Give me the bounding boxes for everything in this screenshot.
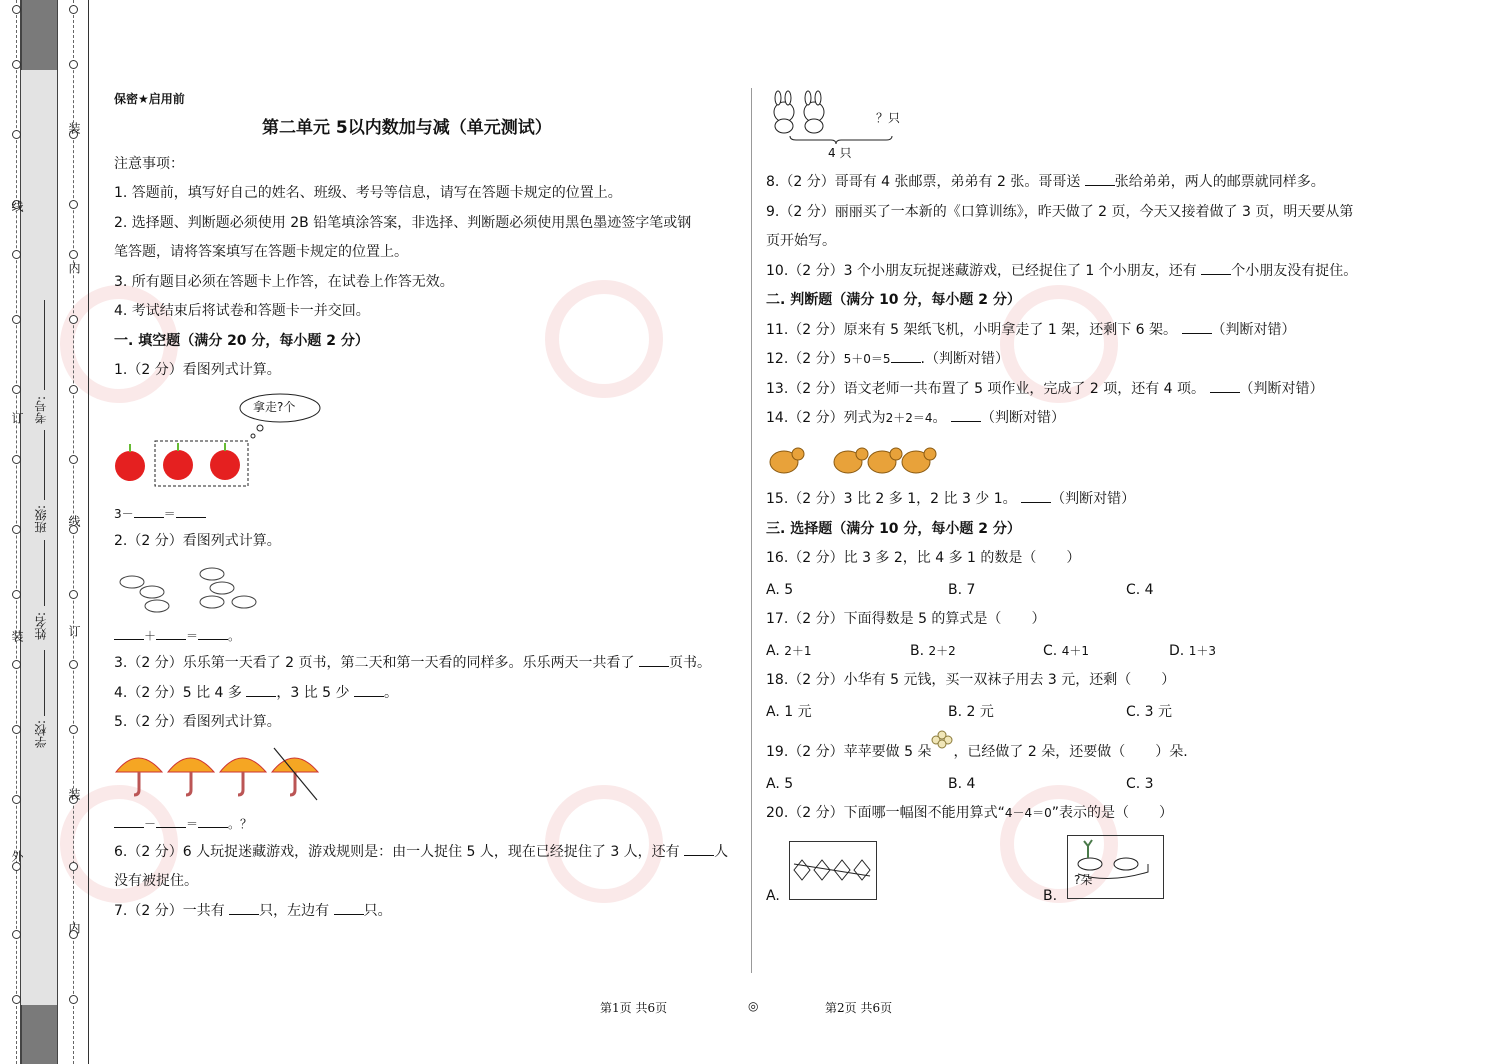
question-text: ，已经做了 2 朵，还要做（: [953, 744, 1126, 760]
binding-hole-icon: [69, 315, 78, 324]
answer-blank[interactable]: [229, 900, 259, 915]
binding-hole-icon: [12, 250, 21, 259]
umbrellas-figure: [112, 742, 327, 802]
question-text: ）: [1066, 550, 1081, 566]
question-text: 3.（2 分）乐乐第一天看了 2 页书，第二天和第一天看的同样多。乐乐两天一共看了: [114, 655, 635, 671]
option-label: B.: [910, 643, 925, 659]
option-c[interactable]: C. 3: [1126, 776, 1154, 792]
name-label: 姓名:: [34, 612, 48, 641]
name-field[interactable]: [44, 540, 45, 606]
formula-text: 。？: [228, 817, 253, 831]
question-text: 8.（2 分）哥哥有 4 张邮票，弟弟有 2 张。哥哥送: [766, 174, 1081, 190]
seal-char: 装: [10, 630, 24, 642]
secret-mark: 保密★启用前: [114, 92, 185, 106]
answer-blank[interactable]: [156, 625, 186, 640]
binding-hole-icon: [69, 590, 78, 599]
binding-hole-icon: [12, 315, 21, 324]
question-text: 11.（2 分）原来有 5 架纸飞机，小明拿走了 1 架，还剩下 6 架。: [766, 322, 1178, 338]
seal-char: 线: [67, 515, 81, 527]
answer-blank[interactable]: [1021, 488, 1051, 503]
question-text: ”表示的是（: [1051, 805, 1130, 821]
option-label: C.: [1043, 643, 1058, 659]
formula-text: ＝: [163, 507, 176, 521]
note-item: 2. 选择题、判断题必须使用 2B 铅笔填涂答案，非选择、判断题必须使用黑色墨迹签字笔或钢: [114, 215, 692, 231]
seal-char: 订: [10, 412, 24, 424]
question-text: ，3 比 5 少: [276, 685, 350, 701]
math-expression: 4－4＝0: [1004, 806, 1052, 820]
question-3: [114, 649, 711, 679]
option-b-image[interactable]: [1067, 835, 1164, 899]
option-b[interactable]: B.: [1043, 888, 1058, 904]
question-text: 只，左边有: [259, 903, 330, 919]
binding-hole-icon: [12, 455, 21, 464]
question-7: [114, 897, 392, 927]
question-text: 14.（2 分）列式为: [766, 410, 886, 426]
seal-char: 订: [67, 625, 81, 637]
binding-hole-icon: [69, 60, 78, 69]
binding-hole-icon: [12, 385, 21, 394]
question-text: ）朵.: [1155, 744, 1188, 760]
formula-text: －: [144, 817, 157, 831]
question-text: 20.（2 分）下面哪一幅图不能用算式“: [766, 805, 1005, 821]
question-11: [766, 316, 1296, 346]
question-text: 6.（2 分）6 人玩捉迷藏游戏，游戏规则是：由一人捉住 5 人，现在已经捉住了 3 人，还有: [114, 844, 680, 860]
answer-blank[interactable]: [639, 652, 669, 667]
math-expression: 2＋1: [784, 644, 812, 658]
question-text: 15.（2 分）3 比 2 多 1，2 比 3 少 1。: [766, 491, 1017, 507]
binding-hole-icon: [69, 455, 78, 464]
binding-hole-icon: [69, 862, 78, 871]
question-14: [766, 404, 1065, 434]
question-2: 2.（2 分）看图列式计算。: [114, 533, 281, 549]
question-text: 人: [714, 844, 729, 860]
question-20: [766, 799, 1173, 829]
binding-hole-icon: [12, 660, 21, 669]
question-6-cont: 没有被捉住。: [114, 873, 198, 889]
class-label: 班级:: [34, 505, 48, 534]
center-mark: ◎: [748, 999, 759, 1013]
section-heading: 一. 填空题（满分 20 分，每小题 2 分）: [114, 333, 369, 349]
answer-blank[interactable]: [134, 503, 164, 518]
question-text: 4.（2 分）5 比 4 多: [114, 685, 242, 701]
binding-hole-icon: [69, 5, 78, 14]
q5-formula: [114, 810, 252, 840]
q7-question-mark: ？只: [876, 111, 901, 125]
answer-blank[interactable]: [684, 841, 714, 856]
option-a[interactable]: A. 5: [766, 582, 794, 598]
binding-hole-icon: [69, 200, 78, 209]
option-b-label: ?朵: [1074, 873, 1093, 887]
umbrella-icon: [168, 758, 214, 795]
option-label: A.: [766, 643, 780, 659]
answer-blank[interactable]: [1210, 378, 1240, 393]
notes-heading: 注意事项：: [114, 156, 184, 172]
option-a[interactable]: A. 1 元: [766, 704, 812, 720]
squirrel-icon: [834, 448, 868, 473]
binding-hole-icon: [12, 862, 21, 871]
question-text: 。: [383, 685, 398, 701]
question-text: 张给弟弟，两人的邮票就同样多。: [1114, 174, 1325, 190]
option-label: D.: [1169, 643, 1185, 659]
question-text: 10.（2 分）3 个小朋友玩捉迷藏游戏，已经捉住了 1 个小朋友，还有: [766, 263, 1197, 279]
note-item: 4. 考试结束后将试卷和答题卡一并交回。: [114, 303, 370, 319]
question-text: 17.（2 分）下面得数是 5 的算式是（: [766, 611, 1002, 627]
math-expression: 2＋2: [928, 644, 956, 658]
question-text: ）: [1159, 805, 1174, 821]
formula-text: ＝: [186, 629, 199, 643]
squirrel-icon: [902, 448, 936, 473]
apple-icon: [115, 444, 145, 481]
binding-strip-bottom: [21, 1005, 58, 1064]
rabbit-icon: [774, 91, 794, 133]
geese-figure: [112, 560, 272, 620]
umbrella-icon: [220, 758, 266, 795]
answer-blank[interactable]: [1085, 171, 1115, 186]
option-a[interactable]: A.: [766, 888, 780, 904]
binding-line: [88, 0, 89, 1064]
page-number-right: 第2页 共6页: [825, 1001, 893, 1015]
option-a[interactable]: A. 5: [766, 776, 794, 792]
option-b[interactable]: B. 7: [948, 582, 976, 598]
binding-hole-icon: [12, 795, 21, 804]
question-text: （判断对错）: [1051, 491, 1136, 507]
question-text: 18.（2 分）小华有 5 元钱，买一双袜子用去 3 元，还剩（: [766, 672, 1132, 688]
page-number-left: 第1页 共6页: [600, 1001, 668, 1015]
page-title: 第二单元 5以内数加与减（单元测试）: [262, 118, 552, 138]
answer-blank[interactable]: [334, 900, 364, 915]
question-text: （判断对错）: [1239, 381, 1324, 397]
question-text: 19.（2 分）苹苹要做 5 朵: [766, 744, 932, 760]
binding-strip-top: [21, 0, 58, 70]
note-item: 3. 所有题目必须在答题卡上作答，在试卷上作答无效。: [114, 274, 454, 290]
question-9-cont: 页开始写。: [766, 233, 836, 249]
question-1: 1.（2 分）看图列式计算。: [114, 362, 281, 378]
section-heading: 三. 选择题（满分 10 分，每小题 2 分）: [766, 521, 1021, 537]
answer-blank[interactable]: [1182, 319, 1212, 334]
math-expression: 5＋0＝5: [843, 352, 891, 366]
question-text: .（判断对错）: [920, 351, 1009, 367]
number-label: 考号:: [34, 396, 48, 425]
note-item: 笔答题，请将答案填写在答题卡规定的位置上。: [114, 244, 408, 260]
binding-hole-icon: [12, 930, 21, 939]
option-c[interactable]: C. 3 元: [1126, 704, 1173, 720]
question-text: 只。: [363, 903, 392, 919]
binding-hole-icon: [12, 525, 21, 534]
question-text: ）: [1031, 611, 1046, 627]
math-expression: 2＋2＝4: [885, 411, 933, 425]
question-15: [766, 485, 1135, 515]
squirrel-icon: [868, 448, 902, 473]
apple-icon: [210, 443, 240, 480]
question-text: 13.（2 分）语文老师一共布置了 5 项作业，完成了 2 项，还有 4 项。: [766, 381, 1206, 397]
answer-blank[interactable]: [114, 625, 144, 640]
option-b[interactable]: [910, 637, 956, 667]
note-item: 1. 答题前，填写好自己的姓名、班级、考号等信息，请写在答题卡规定的位置上。: [114, 185, 622, 201]
question-8: [766, 168, 1325, 198]
binding-hole-icon: [12, 995, 21, 1004]
number-field[interactable]: [44, 300, 45, 390]
answer-blank[interactable]: [354, 682, 384, 697]
question-5: 5.（2 分）看图列式计算。: [114, 714, 281, 730]
question-9: 9.（2 分）丽丽买了一本新的《口算训练》，昨天做了 2 页，今天又接着做了 3 页，明天要从第: [766, 204, 1354, 220]
option-a-image[interactable]: [789, 841, 877, 900]
flower-icon: [931, 730, 953, 748]
binding-hole-icon: [12, 5, 21, 14]
column-divider: [751, 88, 752, 973]
question-text: 16.（2 分）比 3 多 2，比 4 多 1 的数是（: [766, 550, 1037, 566]
seal-char: 外: [10, 850, 24, 862]
question-12: [766, 345, 1009, 375]
answer-blank[interactable]: [156, 813, 186, 828]
answer-blank[interactable]: [891, 348, 921, 363]
binding-hole-icon: [69, 725, 78, 734]
binding-hole-icon: [12, 725, 21, 734]
question-18: [766, 666, 1175, 696]
question-text: （判断对错）: [1211, 322, 1296, 338]
question-text: 个小朋友没有捉住。: [1231, 263, 1358, 279]
class-field[interactable]: [44, 430, 45, 500]
binding-hole-icon: [69, 250, 78, 259]
kites-figure: [790, 842, 876, 899]
question-17: [766, 605, 1045, 635]
seal-char: 装: [67, 788, 81, 800]
question-text: ）: [1161, 672, 1176, 688]
answer-blank[interactable]: [246, 682, 276, 697]
apple-icon: [163, 443, 193, 480]
section-heading: 二. 判断题（满分 10 分，每小题 2 分）: [766, 292, 1021, 308]
watermark-circle: [545, 280, 663, 398]
squirrels-figure: [766, 440, 946, 480]
bubble-text: 拿走?个: [253, 400, 296, 414]
binding-hole-icon: [12, 590, 21, 599]
formula-text: 。: [228, 629, 241, 643]
seal-char: 内: [67, 922, 81, 934]
umbrella-icon: [116, 758, 162, 795]
option-a[interactable]: [766, 637, 812, 667]
question-text: 12.（2 分）: [766, 351, 844, 367]
answer-blank[interactable]: [176, 503, 206, 518]
school-label: 学校:: [34, 720, 48, 749]
binding-hole-icon: [12, 130, 21, 139]
answer-blank[interactable]: [1201, 260, 1231, 275]
rabbit-icon: [804, 91, 824, 133]
q7-total: 4 只: [828, 146, 852, 160]
apples-figure: [110, 390, 330, 490]
binding-hole-icon: [69, 385, 78, 394]
option-d[interactable]: [1169, 637, 1216, 667]
question-10: [766, 257, 1357, 287]
q1-formula: [114, 500, 206, 530]
question-text: （判断对错）: [980, 410, 1065, 426]
option-c[interactable]: C. 4: [1126, 582, 1154, 598]
binding-hole-icon: [12, 60, 21, 69]
umbrella-icon: [272, 758, 318, 795]
question-19: [766, 738, 1188, 768]
squirrel-icon: [770, 448, 804, 473]
option-c[interactable]: [1043, 637, 1089, 667]
question-16: [766, 544, 1080, 574]
seal-char: 线: [10, 200, 24, 212]
school-field[interactable]: [44, 650, 45, 716]
formula-text: 3－: [114, 507, 134, 521]
answer-blank[interactable]: [114, 813, 144, 828]
flowers-plates-figure: [1068, 836, 1163, 898]
binding-hole-icon: [69, 660, 78, 669]
formula-text: ＝: [186, 817, 199, 831]
question-text: 7.（2 分）一共有: [114, 903, 225, 919]
question-4: [114, 679, 398, 709]
answer-blank[interactable]: [951, 407, 981, 422]
option-b[interactable]: B. 2 元: [948, 704, 994, 720]
seal-char: 内: [67, 262, 81, 274]
option-b[interactable]: B. 4: [948, 776, 976, 792]
q2-formula: [114, 622, 240, 652]
question-text: 页书。: [668, 655, 711, 671]
formula-text: ＋: [144, 629, 157, 643]
question-6: [114, 838, 728, 868]
answer-blank[interactable]: [198, 813, 228, 828]
seal-char: 装: [67, 122, 81, 134]
math-expression: 1＋3: [1188, 644, 1216, 658]
answer-blank[interactable]: [198, 625, 228, 640]
binding-hole-icon: [69, 995, 78, 1004]
question-13: [766, 375, 1324, 405]
question-text: 。: [932, 410, 947, 426]
math-expression: 4＋1: [1061, 644, 1089, 658]
